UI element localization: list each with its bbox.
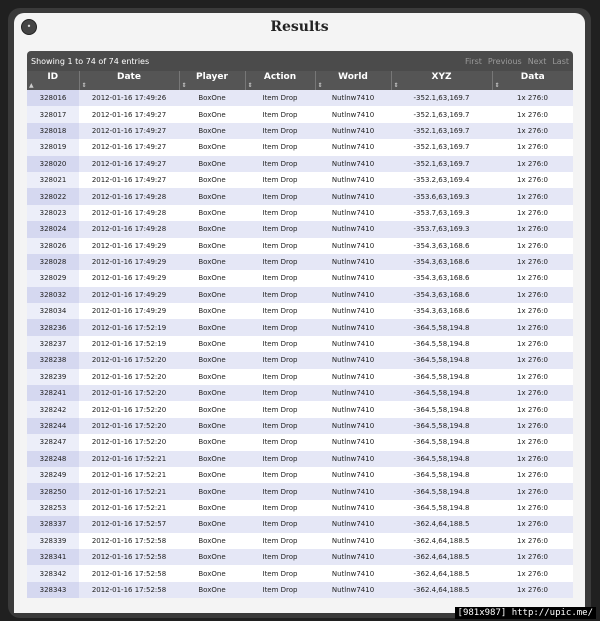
cell-data: 1x 276:0 [492,401,573,417]
cell-xyz: -352.1,63,169.7 [391,139,492,155]
cell-xyz: -352.1,63,169.7 [391,156,492,172]
column-header-data[interactable]: Data ⇕ [492,71,573,90]
table-row[interactable] [27,533,573,549]
table-row[interactable] [27,336,573,352]
cell-xyz: -354.3,63,168.6 [391,287,492,303]
cell-player: BoxOne [179,418,245,434]
cell-id: 328017 [27,106,79,122]
cell-xyz: -364.5,58,194.8 [391,369,492,385]
table-row[interactable] [27,401,573,417]
cell-world: Nutlnw7410 [315,369,391,385]
cell-world: Nutlnw7410 [315,483,391,499]
table-header-row [27,71,573,90]
cell-xyz: -354.3,63,168.6 [391,303,492,319]
table-row[interactable] [27,483,573,499]
cell-data: 1x 276:0 [492,336,573,352]
cell-date: 2012-01-16 17:49:27 [79,139,179,155]
cell-data: 1x 276:0 [492,434,573,450]
cell-player: BoxOne [179,188,245,204]
cell-player: BoxOne [179,533,245,549]
table-row[interactable] [27,582,573,598]
table-row[interactable] [27,254,573,270]
cell-id: 328028 [27,254,79,270]
cell-player: BoxOne [179,500,245,516]
sort-both-icon: ⇕ [181,82,187,89]
cell-id: 328249 [27,467,79,483]
cell-xyz: -364.5,58,194.8 [391,401,492,417]
table-row[interactable] [27,139,573,155]
cell-world: Nutlnw7410 [315,287,391,303]
cell-action: Item Drop [245,172,315,188]
cell-date: 2012-01-16 17:49:28 [79,221,179,237]
cell-id: 328339 [27,533,79,549]
cell-date: 2012-01-16 17:49:29 [79,303,179,319]
cell-data: 1x 276:0 [492,385,573,401]
cell-action: Item Drop [245,90,315,106]
cell-xyz: -362.4,64,188.5 [391,533,492,549]
cell-world: Nutlnw7410 [315,434,391,450]
cell-xyz: -364.5,58,194.8 [391,352,492,368]
cell-player: BoxOne [179,254,245,270]
cell-world: Nutlnw7410 [315,451,391,467]
sort-both-icon: ⇕ [317,82,323,89]
cell-xyz: -353.7,63,169.3 [391,205,492,221]
table-row[interactable] [27,352,573,368]
cell-world: Nutlnw7410 [315,401,391,417]
cell-id: 328239 [27,369,79,385]
cell-date: 2012-01-16 17:52:21 [79,500,179,516]
cell-action: Item Drop [245,188,315,204]
cell-xyz: -352.1,63,169.7 [391,90,492,106]
cell-data: 1x 276:0 [492,270,573,286]
cell-player: BoxOne [179,336,245,352]
results-table-wrapper [27,51,573,613]
cell-player: BoxOne [179,123,245,139]
watermark: [981x987] http://upic.me/ [455,607,596,619]
results-table [27,71,573,598]
cell-xyz: -354.3,63,168.6 [391,270,492,286]
cell-date: 2012-01-16 17:52:20 [79,418,179,434]
cell-xyz: -364.5,58,194.8 [391,336,492,352]
cell-data: 1x 276:0 [492,303,573,319]
cell-action: Item Drop [245,270,315,286]
cell-player: BoxOne [179,303,245,319]
cell-action: Item Drop [245,139,315,155]
cell-action: Item Drop [245,451,315,467]
results-panel [14,13,585,613]
table-row[interactable] [27,205,573,221]
cell-data: 1x 276:0 [492,369,573,385]
page-title: Results [270,19,329,35]
cell-id: 328020 [27,156,79,172]
cell-xyz: -364.5,58,194.8 [391,434,492,450]
table-row[interactable] [27,270,573,286]
cell-data: 1x 276:0 [492,549,573,565]
cell-xyz: -354.3,63,168.6 [391,238,492,254]
cell-id: 328018 [27,123,79,139]
cell-id: 328337 [27,516,79,532]
cell-date: 2012-01-16 17:52:58 [79,549,179,565]
column-header-id[interactable]: ID ▲ [27,71,79,90]
cell-action: Item Drop [245,549,315,565]
cell-world: Nutlnw7410 [315,90,391,106]
entries-info: Showing 1 to 74 of 74 entries [31,56,150,66]
table-row[interactable] [27,565,573,581]
cell-date: 2012-01-16 17:49:29 [79,270,179,286]
table-row[interactable] [27,172,573,188]
column-header-player[interactable]: Player ⇕ [179,71,245,90]
cell-xyz: -364.5,58,194.8 [391,319,492,335]
cell-data: 1x 276:0 [492,123,573,139]
cell-player: BoxOne [179,352,245,368]
cell-action: Item Drop [245,352,315,368]
sort-both-icon: ⇕ [393,82,399,89]
cell-data: 1x 276:0 [492,106,573,122]
cell-action: Item Drop [245,434,315,450]
cell-data: 1x 276:0 [492,287,573,303]
cell-player: BoxOne [179,106,245,122]
table-row[interactable] [27,90,573,106]
cell-action: Item Drop [245,516,315,532]
table-row[interactable] [27,549,573,565]
cell-date: 2012-01-16 17:49:27 [79,156,179,172]
cell-data: 1x 276:0 [492,352,573,368]
cell-date: 2012-01-16 17:52:57 [79,516,179,532]
cell-date: 2012-01-16 17:52:20 [79,385,179,401]
cell-world: Nutlnw7410 [315,303,391,319]
cell-data: 1x 276:0 [492,254,573,270]
cell-id: 328341 [27,549,79,565]
cell-world: Nutlnw7410 [315,172,391,188]
table-row[interactable] [27,500,573,516]
cell-world: Nutlnw7410 [315,549,391,565]
sort-asc-icon: ▲ [29,82,34,89]
cell-xyz: -364.5,58,194.8 [391,500,492,516]
cell-player: BoxOne [179,90,245,106]
sort-both-icon: ⇕ [494,82,500,89]
cell-action: Item Drop [245,319,315,335]
cell-id: 328026 [27,238,79,254]
cell-date: 2012-01-16 17:52:20 [79,352,179,368]
cell-action: Item Drop [245,123,315,139]
cell-world: Nutlnw7410 [315,500,391,516]
cell-data: 1x 276:0 [492,221,573,237]
cell-data: 1x 276:0 [492,90,573,106]
cell-date: 2012-01-16 17:52:58 [79,565,179,581]
cell-player: BoxOne [179,287,245,303]
cell-id: 328238 [27,352,79,368]
cell-action: Item Drop [245,106,315,122]
pager-previous-button[interactable]: Previous [487,56,522,66]
table-row[interactable] [27,516,573,532]
cell-action: Item Drop [245,565,315,581]
cell-date: 2012-01-16 17:52:20 [79,401,179,417]
cell-data: 1x 276:0 [492,451,573,467]
cell-player: BoxOne [179,221,245,237]
cell-id: 328247 [27,434,79,450]
table-row[interactable] [27,451,573,467]
column-header-world[interactable]: World ⇕ [315,71,391,90]
cell-player: BoxOne [179,238,245,254]
cell-date: 2012-01-16 17:49:27 [79,123,179,139]
cell-date: 2012-01-16 17:52:19 [79,336,179,352]
cell-id: 328016 [27,90,79,106]
cell-date: 2012-01-16 17:49:28 [79,205,179,221]
cell-xyz: -354.3,63,168.6 [391,254,492,270]
cell-player: BoxOne [179,139,245,155]
cell-xyz: -362.4,64,188.5 [391,549,492,565]
table-body [27,90,573,598]
cell-xyz: -364.5,58,194.8 [391,451,492,467]
cell-action: Item Drop [245,303,315,319]
cell-data: 1x 276:0 [492,188,573,204]
cell-action: Item Drop [245,205,315,221]
cell-action: Item Drop [245,500,315,516]
cell-id: 328242 [27,401,79,417]
cell-action: Item Drop [245,238,315,254]
cell-id: 328241 [27,385,79,401]
cell-id: 328342 [27,565,79,581]
cell-world: Nutlnw7410 [315,238,391,254]
cell-xyz: -362.4,64,188.5 [391,582,492,598]
cell-player: BoxOne [179,172,245,188]
table-row[interactable] [27,238,573,254]
cell-action: Item Drop [245,336,315,352]
cell-world: Nutlnw7410 [315,221,391,237]
cell-data: 1x 276:0 [492,172,573,188]
cell-player: BoxOne [179,205,245,221]
cell-xyz: -352.1,63,169.7 [391,123,492,139]
cell-date: 2012-01-16 17:52:21 [79,467,179,483]
cell-world: Nutlnw7410 [315,123,391,139]
cell-date: 2012-01-16 17:52:20 [79,369,179,385]
table-row[interactable] [27,287,573,303]
cell-id: 328248 [27,451,79,467]
cell-action: Item Drop [245,221,315,237]
cell-world: Nutlnw7410 [315,418,391,434]
cell-xyz: -353.7,63,169.3 [391,221,492,237]
cell-player: BoxOne [179,565,245,581]
cell-data: 1x 276:0 [492,582,573,598]
cell-data: 1x 276:0 [492,565,573,581]
cell-player: BoxOne [179,369,245,385]
cell-action: Item Drop [245,369,315,385]
cell-player: BoxOne [179,516,245,532]
table-row[interactable] [27,418,573,434]
pagination [465,57,569,66]
cell-world: Nutlnw7410 [315,385,391,401]
cell-action: Item Drop [245,156,315,172]
cell-id: 328237 [27,336,79,352]
cell-date: 2012-01-16 17:52:20 [79,434,179,450]
pager-first-button[interactable]: First [465,56,482,66]
cell-player: BoxOne [179,156,245,172]
cell-id: 328343 [27,582,79,598]
cell-world: Nutlnw7410 [315,565,391,581]
cell-action: Item Drop [245,533,315,549]
cell-id: 328250 [27,483,79,499]
cell-data: 1x 276:0 [492,483,573,499]
cell-id: 328253 [27,500,79,516]
cell-date: 2012-01-16 17:49:29 [79,287,179,303]
cell-id: 328236 [27,319,79,335]
cell-date: 2012-01-16 17:52:21 [79,451,179,467]
sort-both-icon: ⇕ [81,82,87,89]
cell-date: 2012-01-16 17:49:26 [79,90,179,106]
table-row[interactable] [27,369,573,385]
cell-world: Nutlnw7410 [315,156,391,172]
cell-xyz: -364.5,58,194.8 [391,467,492,483]
cell-data: 1x 276:0 [492,500,573,516]
cell-xyz: -352.1,63,169.7 [391,106,492,122]
cell-xyz: -364.5,58,194.8 [391,385,492,401]
cell-player: BoxOne [179,401,245,417]
pager-last-button[interactable]: Last [552,56,569,66]
cell-data: 1x 276:0 [492,139,573,155]
cell-data: 1x 276:0 [492,467,573,483]
cell-action: Item Drop [245,287,315,303]
table-toolbar [27,51,573,71]
cell-action: Item Drop [245,582,315,598]
cell-world: Nutlnw7410 [315,254,391,270]
table-row[interactable] [27,221,573,237]
cell-date: 2012-01-16 17:49:27 [79,106,179,122]
sort-both-icon: ⇕ [247,82,253,89]
table-row[interactable] [27,156,573,172]
cell-xyz: -364.5,58,194.8 [391,483,492,499]
cell-action: Item Drop [245,385,315,401]
cell-world: Nutlnw7410 [315,336,391,352]
close-icon: • [26,22,32,31]
cell-id: 328019 [27,139,79,155]
table-row[interactable] [27,303,573,319]
cell-player: BoxOne [179,549,245,565]
cell-data: 1x 276:0 [492,418,573,434]
table-row[interactable] [27,106,573,122]
cell-player: BoxOne [179,467,245,483]
cell-date: 2012-01-16 17:52:58 [79,582,179,598]
cell-player: BoxOne [179,319,245,335]
cell-data: 1x 276:0 [492,533,573,549]
cell-id: 328024 [27,221,79,237]
cell-action: Item Drop [245,467,315,483]
cell-data: 1x 276:0 [492,319,573,335]
cell-player: BoxOne [179,434,245,450]
cell-date: 2012-01-16 17:49:29 [79,238,179,254]
cell-world: Nutlnw7410 [315,139,391,155]
cell-date: 2012-01-16 17:49:28 [79,188,179,204]
cell-world: Nutlnw7410 [315,188,391,204]
cell-id: 328022 [27,188,79,204]
cell-world: Nutlnw7410 [315,319,391,335]
cell-world: Nutlnw7410 [315,352,391,368]
cell-xyz: -364.5,58,194.8 [391,418,492,434]
cell-action: Item Drop [245,401,315,417]
table-row[interactable] [27,319,573,335]
cell-date: 2012-01-16 17:52:19 [79,319,179,335]
cell-world: Nutlnw7410 [315,205,391,221]
cell-world: Nutlnw7410 [315,516,391,532]
cell-data: 1x 276:0 [492,516,573,532]
cell-player: BoxOne [179,582,245,598]
table-row[interactable] [27,123,573,139]
cell-date: 2012-01-16 17:52:58 [79,533,179,549]
cell-xyz: -362.4,64,188.5 [391,565,492,581]
cell-id: 328023 [27,205,79,221]
cell-action: Item Drop [245,483,315,499]
cell-action: Item Drop [245,418,315,434]
cell-player: BoxOne [179,483,245,499]
cell-player: BoxOne [179,270,245,286]
pager-next-button[interactable]: Next [527,56,547,66]
cell-world: Nutlnw7410 [315,106,391,122]
cell-id: 328021 [27,172,79,188]
cell-id: 328034 [27,303,79,319]
cell-id: 328244 [27,418,79,434]
cell-player: BoxOne [179,451,245,467]
column-header-date[interactable]: Date ⇕ [79,71,179,90]
cell-player: BoxOne [179,385,245,401]
cell-id: 328029 [27,270,79,286]
cell-world: Nutlnw7410 [315,533,391,549]
cell-world: Nutlnw7410 [315,582,391,598]
cell-date: 2012-01-16 17:49:27 [79,172,179,188]
column-header-xyz[interactable]: XYZ ⇕ [391,71,492,90]
cell-date: 2012-01-16 17:52:21 [79,483,179,499]
column-header-action[interactable]: Action ⇕ [245,71,315,90]
cell-action: Item Drop [245,254,315,270]
cell-xyz: -353.6,63,169.3 [391,188,492,204]
cell-xyz: -353.2,63,169.4 [391,172,492,188]
table-row[interactable] [27,385,573,401]
cell-world: Nutlnw7410 [315,467,391,483]
cell-xyz: -362.4,64,188.5 [391,516,492,532]
cell-data: 1x 276:0 [492,238,573,254]
cell-date: 2012-01-16 17:49:29 [79,254,179,270]
table-row[interactable] [27,188,573,204]
table-row[interactable] [27,467,573,483]
cell-world: Nutlnw7410 [315,270,391,286]
cell-data: 1x 276:0 [492,156,573,172]
cell-id: 328032 [27,287,79,303]
table-row[interactable] [27,434,573,450]
cell-data: 1x 276:0 [492,205,573,221]
